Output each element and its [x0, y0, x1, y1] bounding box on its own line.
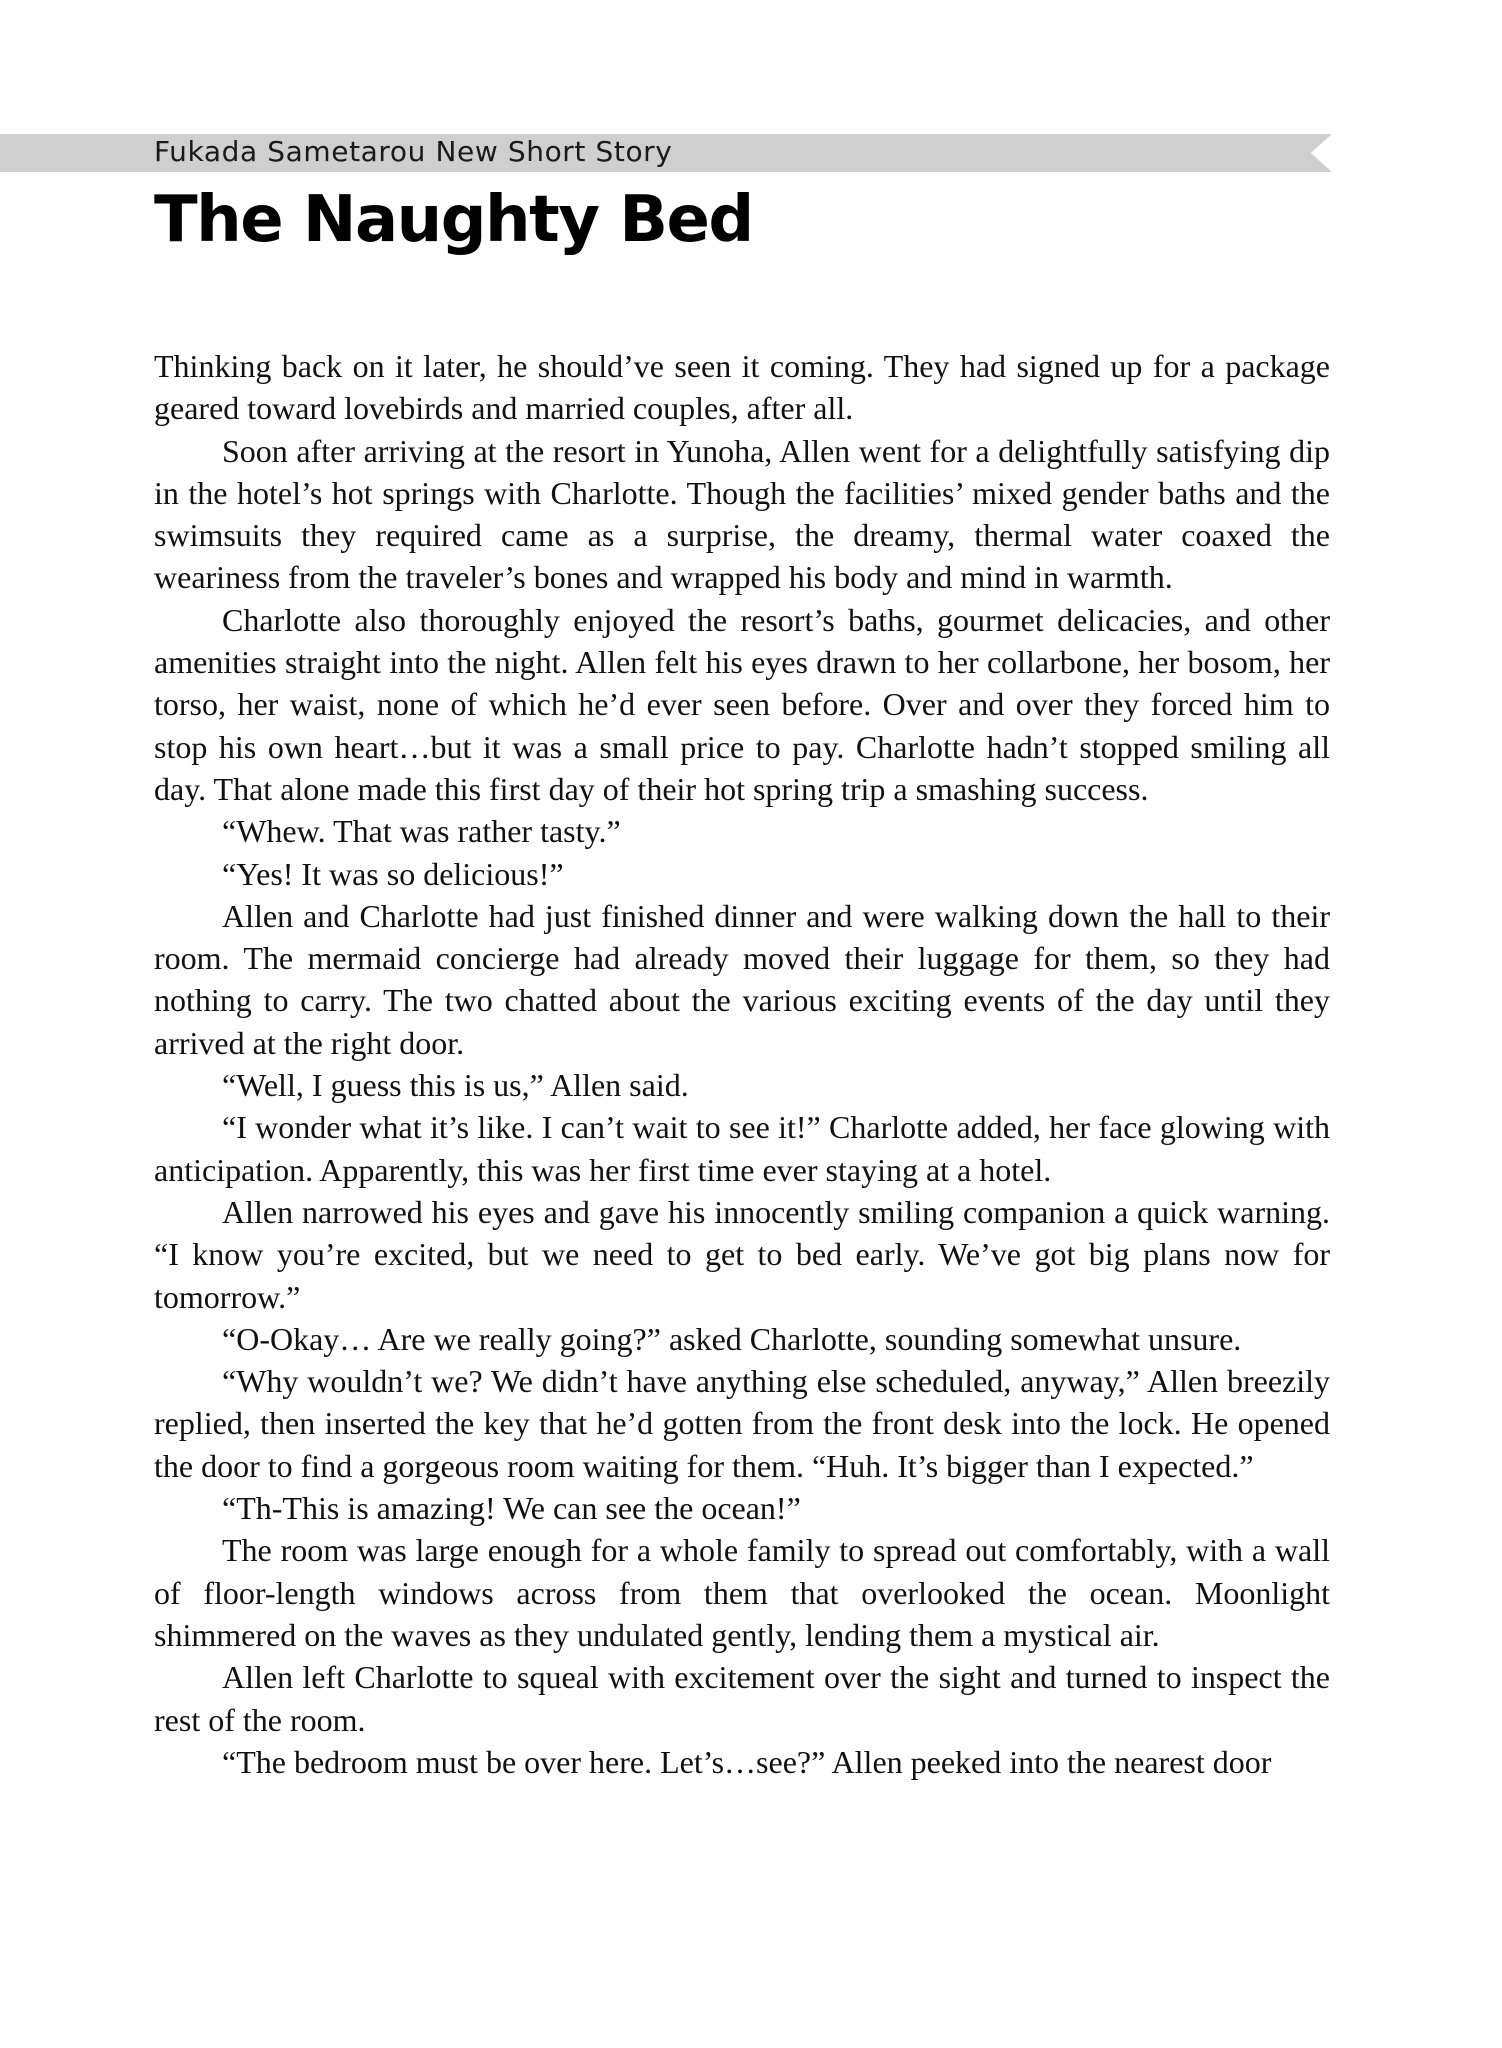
paragraph: “Why wouldn’t we? We didn’t have anything else scheduled, anyway,” Allen breezily replied, then inserted the key that he’d gotten from the front desk into the lock. He opened the door to find a gorgeous room waiting for them. “Huh. It’s bigger than I expected.”: [154, 1363, 1330, 1484]
series-label: Fukada Sametarou New Short Story: [154, 135, 673, 168]
paragraph: “O-Okay… Are we really going?” asked Charlotte, sounding somewhat unsure.: [222, 1320, 1242, 1357]
paragraph: “The bedroom must be over here. Let’s…see?” Allen peeked into the nearest door: [222, 1743, 1272, 1780]
paragraph: Charlotte also thoroughly enjoyed the resort’s baths, gourmet delicacies, and other amenities straight into the night. Allen felt his eyes drawn to her collarbone, her bosom, her torso, her waist, none of which he’d ever seen before. Over and over they forced him to stop his own heart…but it was a small price to pay. Charlotte hadn’t stopped smiling all day. That alone made this first day of their hot spring trip a smashing success.: [154, 601, 1330, 807]
story-body: [154, 345, 1330, 1783]
paragraph: Allen left Charlotte to squeal with excitement over the sight and turned to inspect the rest of the room.: [154, 1659, 1330, 1738]
paragraph: “Whew. That was rather tasty.”: [222, 813, 621, 850]
paragraph: “Well, I guess this is us,” Allen said.: [222, 1067, 689, 1104]
story-title: The Naughty Bed: [154, 183, 753, 257]
paragraph: “Yes! It was so delicious!”: [222, 855, 564, 892]
paragraph: The room was large enough for a whole family to spread out comfortably, with a wall of floor-length windows across from them that overlooked the ocean. Moonlight shimmered on the waves as they undulated gently, lending them a mystical air.: [154, 1532, 1330, 1653]
paragraph: Allen narrowed his eyes and gave his innocently smiling companion a quick warning. “I know you’re excited, but we need to get to bed early. We’ve got big plans now for tomorrow.”: [154, 1193, 1330, 1315]
paragraph: Soon after arriving at the resort in Yunoha, Allen went for a delightfully satisfying dip in the hotel’s hot springs with Charlotte. Though the facilities’ mixed gender baths and the swimsuits they required came as a surprise, the dreamy, thermal water coaxed the weariness from the traveler’s bones and wrapped his body and mind in warmth.: [154, 432, 1330, 596]
paragraph: “Th-This is amazing! We can see the ocean!”: [222, 1490, 801, 1527]
paragraph: Thinking back on it later, he should’ve seen it coming. They had signed up for a package geared toward lovebirds and married couples, after all.: [154, 348, 1330, 427]
paragraph: Allen and Charlotte had just finished dinner and were walking down the hall to their room. The mermaid concierge had already moved their luggage for them, so they had nothing to carry. The two chatted about the various exciting events of the day until they arrived at the right door.: [154, 897, 1330, 1061]
paragraph: “I wonder what it’s like. I can’t wait to see it!” Charlotte added, her face glowing with anticipation. Apparently, this was her first time ever staying at a hotel.: [154, 1109, 1330, 1188]
